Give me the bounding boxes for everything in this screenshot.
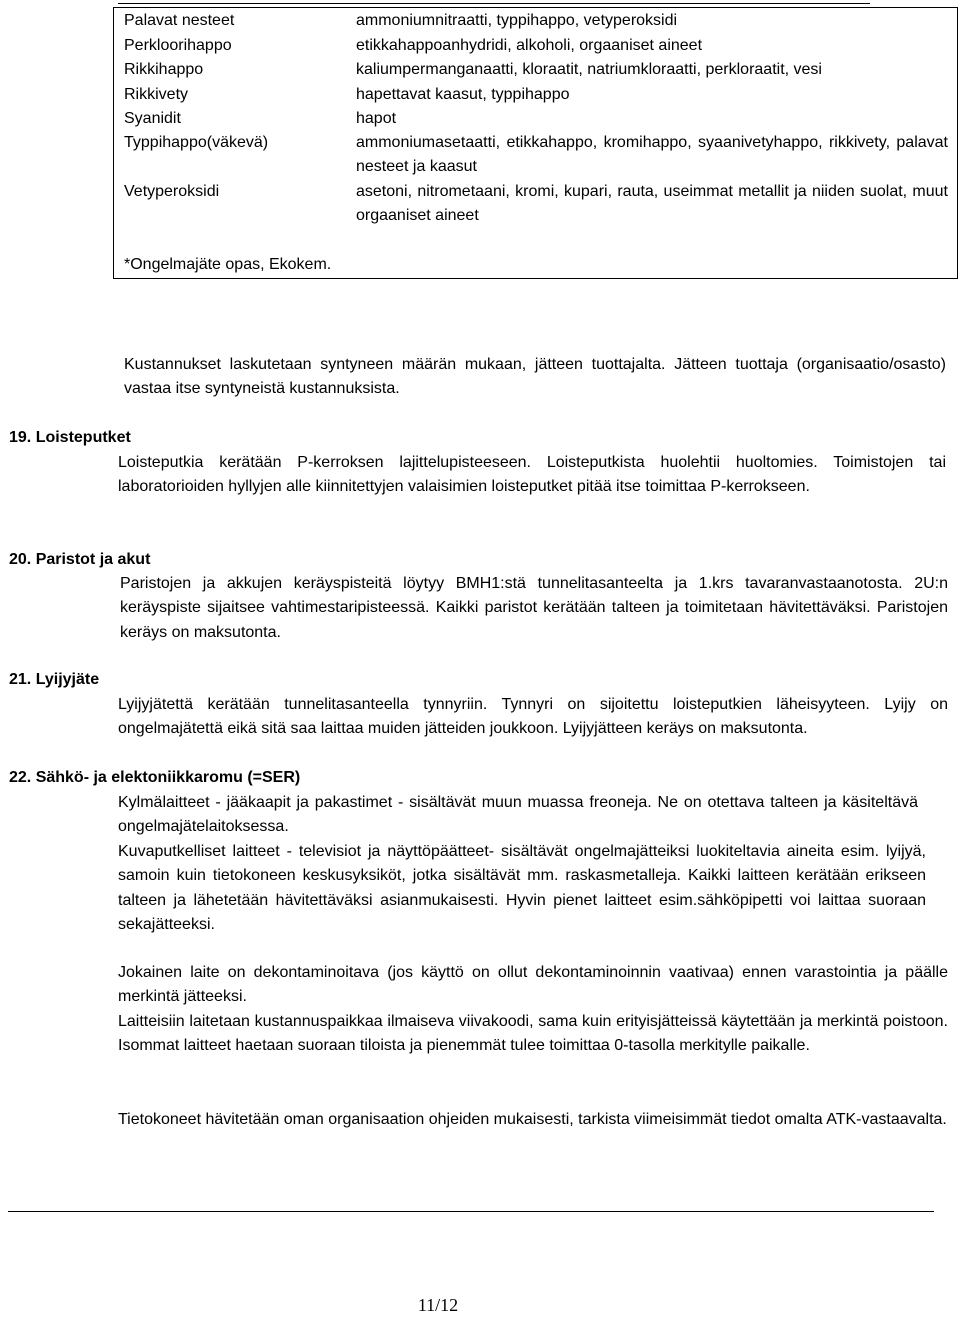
substance-cell: Typpihappo(väkevä) xyxy=(124,134,269,151)
section-21-text: Lyijyjätettä kerätään tunnelitasanteella tynnyriin. Tynnyri on sijoitettu loisteputkien läheisyyteen. Lyijy on ongelmajätettä eikä sitä saa laittaa muiden jätteiden joukkoon. Lyijyjätteen keräys on maksutonta. xyxy=(118,696,948,738)
substance-cell: Rikkihappo xyxy=(124,61,204,78)
page-number: 11/12 xyxy=(417,1295,459,1315)
section-20-text: Paristojen ja akkujen keräyspisteitä löytyy BMH1:stä tunnelitasanteelta ja 1.krs tavaranvastaanotosta. 2U:n keräyspiste sijaitsee vahtimestaripisteessä. Kaikki paristot kerätään talteen ja toimitetaan hävitettäväksi. Paristojen keräys on maksutonta. xyxy=(120,575,948,641)
substance-cell: Perkloorihappo xyxy=(124,37,232,54)
section-22-text-4: Laitteisiin laitetaan kustannuspaikkaa ilmaiseva viivakoodi, sama kuin erityisjätteissä käytettään ja merkintä poistoon. Isommat laitteet haetaan suoraan tiloista ja pienemmät tulee toimittaa 0-tasolla merkitylle paikalle. xyxy=(118,1013,948,1055)
incompatible-cell: ammoniumasetaatti, etikkahappo, kromihappo, syaanivetyhappo, rikkivety, palavat nesteet ja kaasut xyxy=(356,134,948,175)
incompatible-cell: hapot xyxy=(356,110,397,127)
substance-cell: Palavat nesteet xyxy=(124,12,235,29)
incompatible-cell: etikkahappoanhydridi, alkoholi, orgaaniset aineet xyxy=(356,37,703,54)
top-rule xyxy=(118,3,870,4)
incompatible-cell: hapettavat kaasut, typpihappo xyxy=(356,86,570,103)
incompatible-cell: ammoniumnitraatti, typpihappo, vetyperoksidi xyxy=(356,12,678,29)
cost-paragraph: Kustannukset laskutetaan syntyneen määrän mukaan, jätteen tuottajalta. Jätteen tuottaja (organisaatio/osasto) vastaa itse syntyneistä kustannuksista. xyxy=(124,356,946,398)
incompatible-cell: asetoni, nitrometaani, kromi, kupari, rauta, useimmat metallit ja niiden suolat, muut orgaaniset aineet xyxy=(356,183,948,224)
substance-cell: Rikkivety xyxy=(124,86,189,103)
section-22-text-1: Kylmälaitteet - jääkaapit ja pakastimet - sisältävät muun muassa freoneja. Ne on otettava talteen ja käsiteltävä ongelmajätelaitoksessa. xyxy=(118,794,918,836)
section-22-text-3: Jokainen laite on dekontaminoitava (jos käyttö on ollut dekontaminoinnin vaativaa) ennen varastointia ja päälle merkintä jätteeksi. xyxy=(118,964,948,1006)
footer-rule xyxy=(8,1211,934,1212)
section-heading-20: 20. Paristot ja akut xyxy=(9,551,151,568)
substance-cell: Syanidit xyxy=(124,110,181,127)
section-19-text: Loisteputkia kerätään P-kerroksen lajittelupisteeseen. Loisteputkista huolehtii huoltomies. Toimistojen tai laboratorioiden hyllyjen alle kiinnitettyjen valaisimien loisteputket pitää itse toimittaa P-kerrokseen. xyxy=(118,454,946,496)
section-22-text-2: Kuvaputkelliset laitteet - televisiot ja näyttöpäätteet- sisältävät ongelmajätteiksi luokiteltavia aineita esim. lyijyä, samoin kuin tietokoneen keskusyksiköt, jotka sisältävät mm. raskasmetalleja. Kaikki laitteen kerätään erikseen talteen ja lähetetään hävitettäväksi asianmukaisesti. Hyvin pienet laitteet esim.sähköpipetti voi laittaa suoraan sekajätteeksi. xyxy=(118,843,926,933)
substance-cell: Vetyperoksidi xyxy=(124,183,220,200)
section-heading-21: 21. Lyijyjäte xyxy=(9,671,100,688)
section-heading-22: 22. Sähkö- ja elektoniikkaromu (=SER) xyxy=(9,769,301,786)
incompatible-cell: kaliumpermanganaatti, kloraatit, natriumkloraatti, perkloraatit, vesi xyxy=(356,61,822,78)
section-heading-19: 19. Loisteputket xyxy=(9,429,131,446)
section-22-text-5: Tietokoneet hävitetään oman organisaation ohjeiden mukaisesti, tarkista viimeisimmät tiedot omalta ATK-vastaavalta. xyxy=(118,1111,947,1128)
table-source-note: *Ongelmajäte opas, Ekokem. xyxy=(124,256,332,273)
